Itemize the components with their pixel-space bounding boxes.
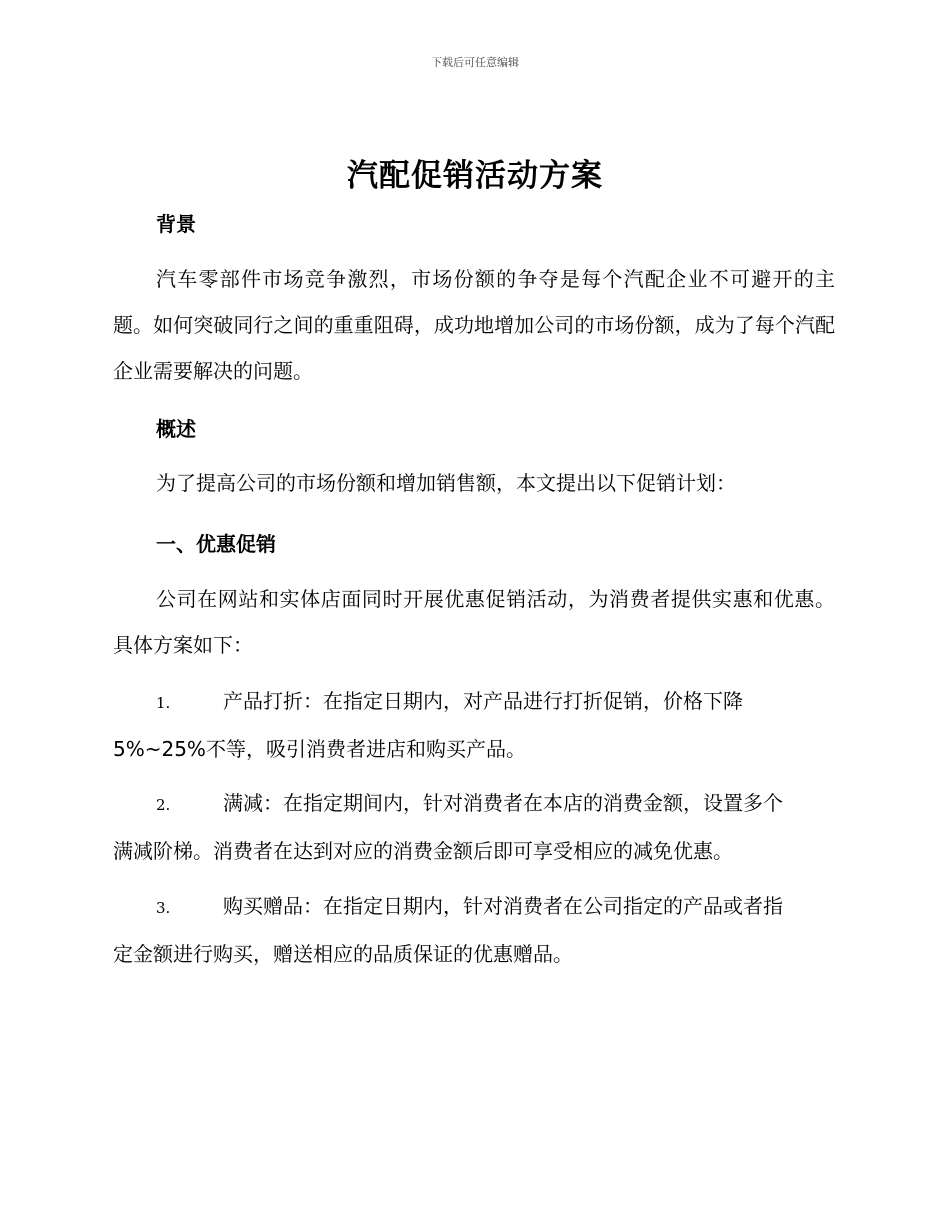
paragraph-overview: 为了提高公司的市场份额和增加销售额，本文提出以下促销计划： bbox=[156, 471, 736, 495]
list-item-continuation: 定金额进行购买，赠送相应的品质保证的优惠赠品。 bbox=[113, 942, 573, 966]
paragraph-background: 汽车零部件市场竞争激烈，市场份额的争夺是每个汽配企业不可避开的主题。如何突破同行之间的重重阻碍，成功地增加公司的市场份额，成为了每个汽配企业需要解决的问题。 bbox=[113, 267, 835, 383]
paragraph-discount: 公司在网站和实体店面同时开展优惠促销活动，为消费者提供实惠和优惠。具体方案如下： bbox=[113, 587, 835, 657]
list-item-number: 3. bbox=[156, 899, 171, 917]
section-heading-discount: 一、优惠促销 bbox=[156, 532, 276, 556]
section-heading-background: 背景 bbox=[156, 212, 196, 236]
list-item-number: 2. bbox=[156, 796, 171, 814]
list-item bbox=[113, 780, 835, 874]
list-item-text: 购买赠品：在指定日期内，针对消费者在公司指定的产品或者指 bbox=[223, 894, 783, 918]
list-item-first-line bbox=[113, 883, 835, 931]
list-item-continuation: 5%~25%不等，吸引消费者进店和购买产品。 bbox=[113, 737, 526, 761]
list-item-number: 1. bbox=[156, 694, 171, 712]
document-title: 汽配促销活动方案 bbox=[347, 158, 603, 194]
list-item-text: 满减：在指定期间内，针对消费者在本店的消费金额，设置多个 bbox=[223, 791, 783, 815]
section-heading-overview: 概述 bbox=[156, 417, 196, 441]
list-item bbox=[113, 883, 835, 977]
list-item bbox=[113, 678, 835, 772]
list-item-first-line bbox=[113, 780, 835, 828]
list-item-text: 产品打折：在指定日期内，对产品进行打折促销，价格下降 bbox=[223, 689, 743, 713]
list-item-first-line bbox=[113, 678, 835, 726]
list-item-continuation: 满减阶梯。消费者在达到对应的消费金额后即可享受相应的减免优惠。 bbox=[113, 839, 733, 863]
header-note: 下载后可任意编辑 bbox=[431, 56, 519, 69]
